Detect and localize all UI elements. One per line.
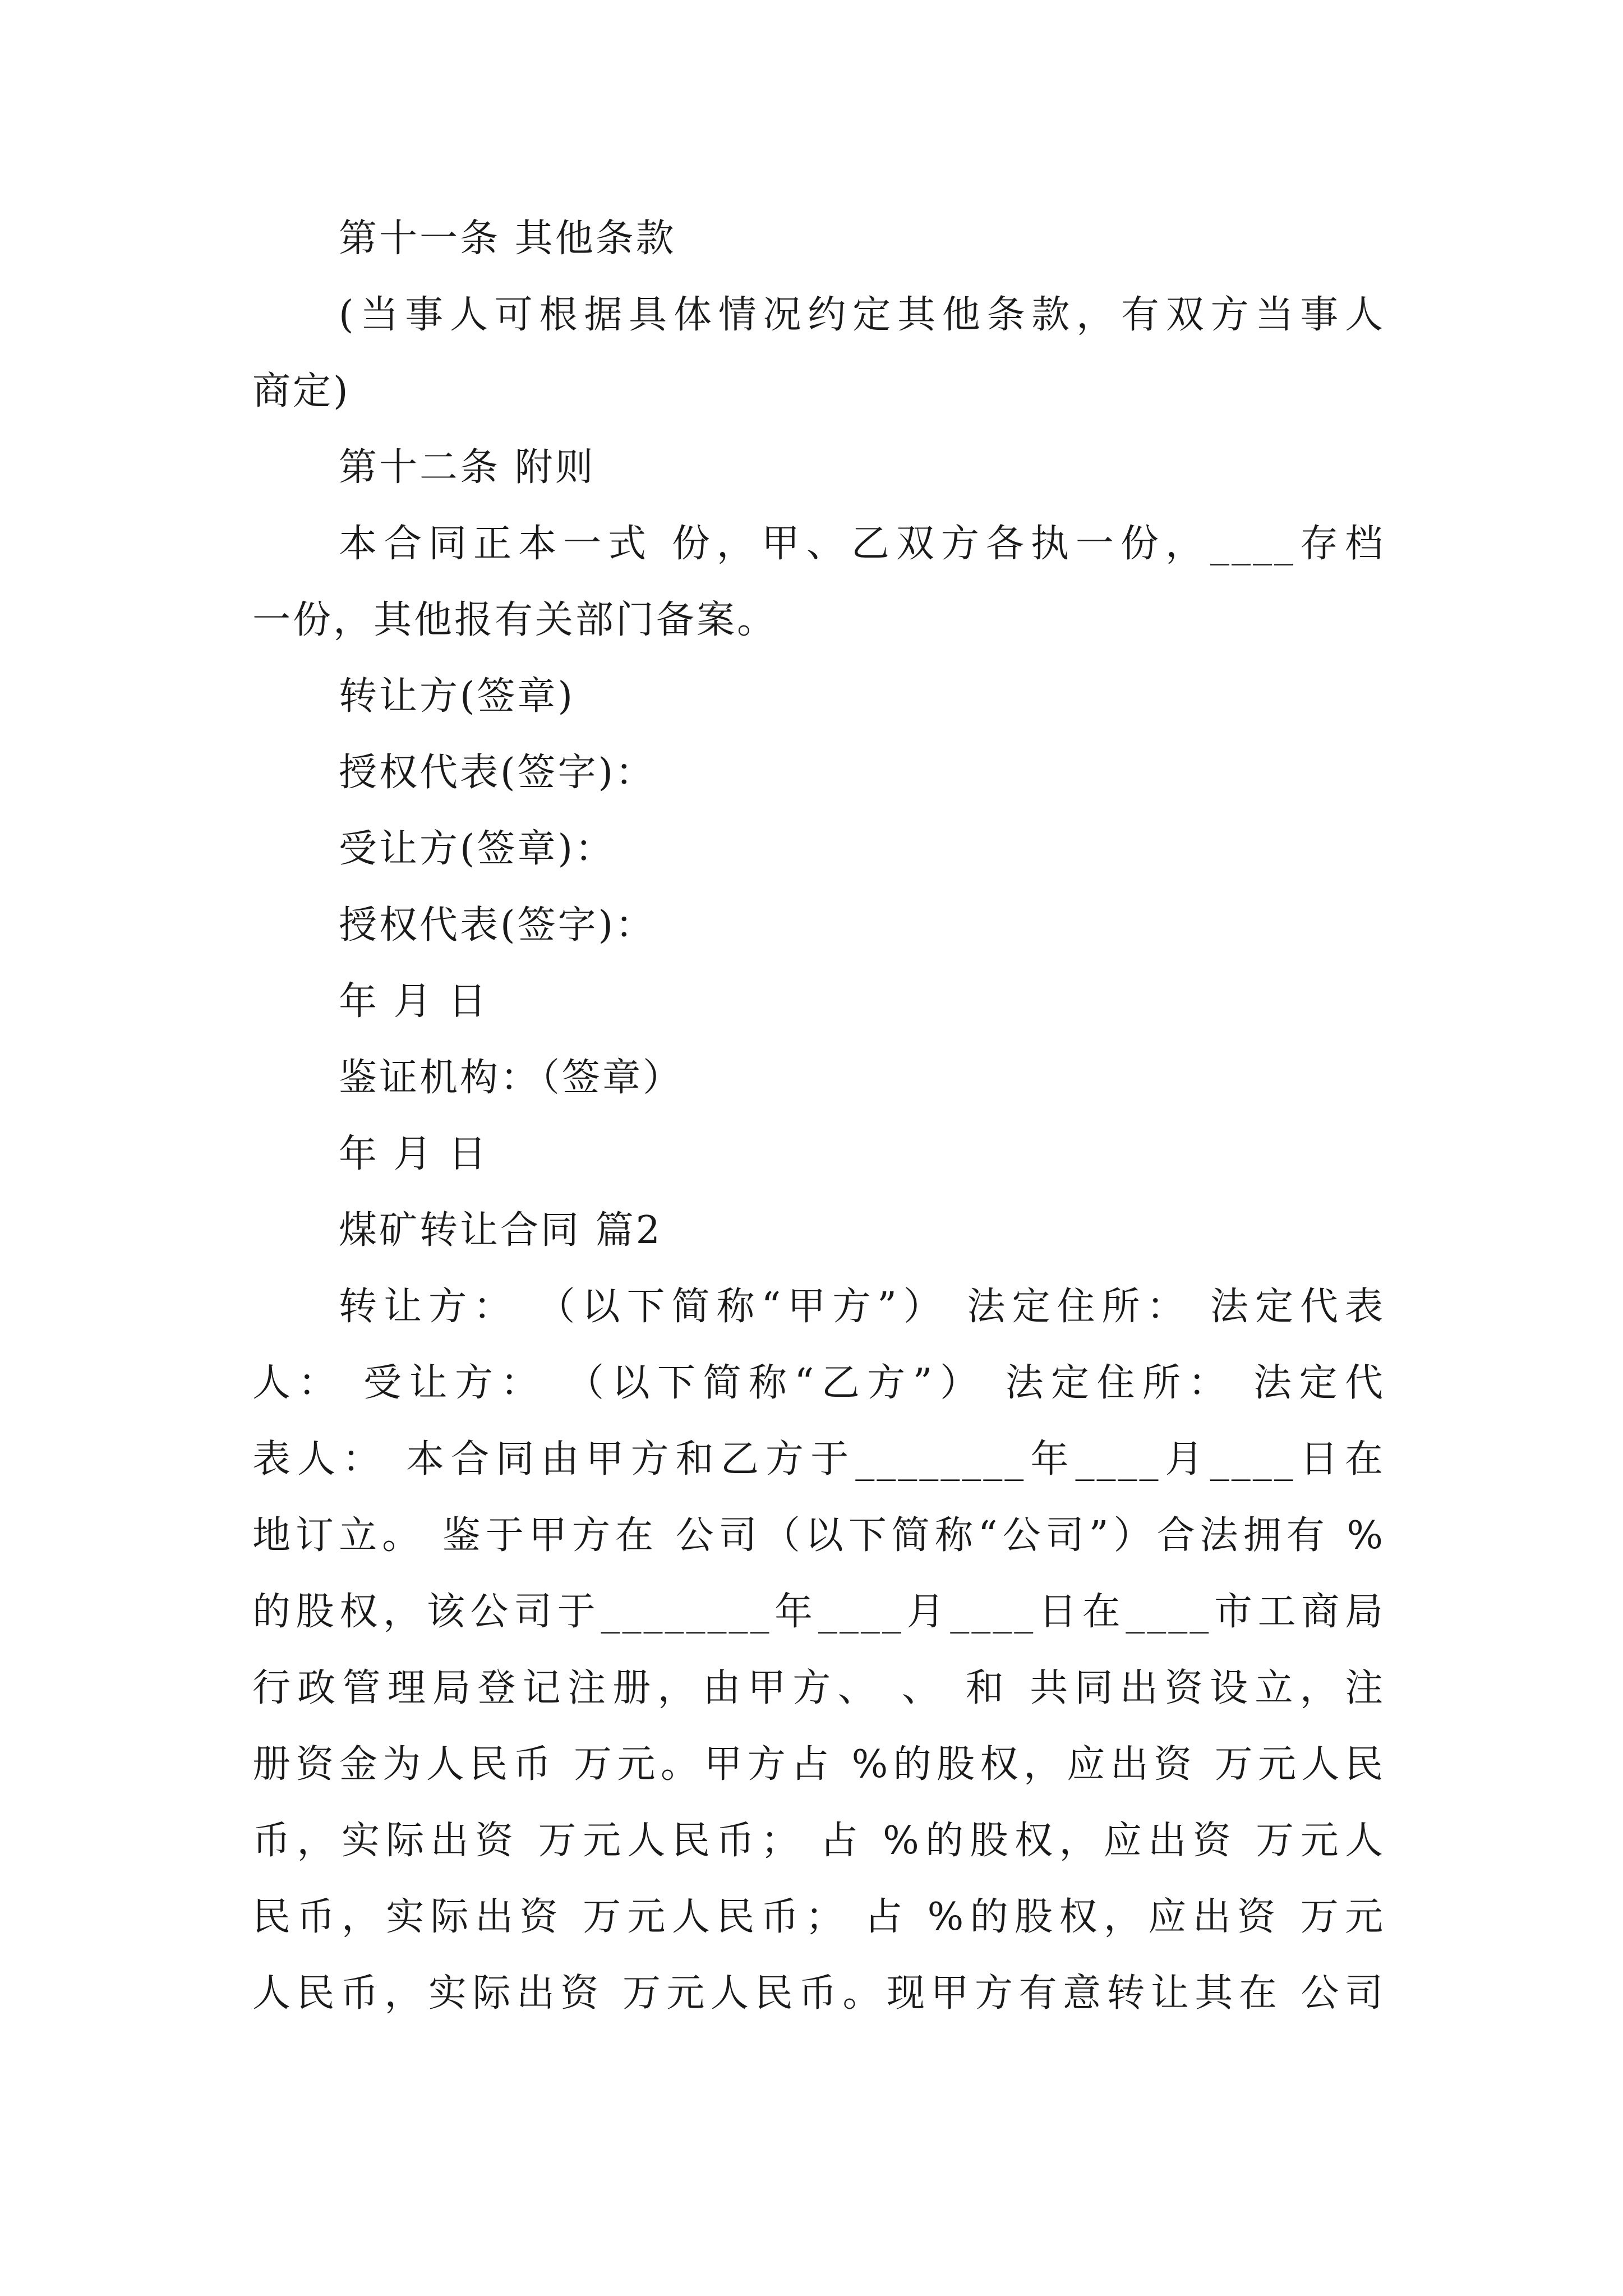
article-12-heading: 第十二条 附则 (339, 445, 596, 490)
paragraph-line: 币，实际出资 万元人民币； 占 %的股权，应出资 万元人 (252, 1819, 1385, 1863)
paragraph-line: 商定) (252, 369, 351, 413)
paragraph-line: 表人： 本合同由甲方和乙方于________年____月____日在 (252, 1437, 1385, 1481)
paragraph-line: (当事人可根据具体情况约定其他条款，有双方当事人 (339, 293, 1385, 337)
authorized-rep-signature-label: 授权代表(签字)： (339, 903, 656, 947)
transferee-signature-label: 受让方(签章)： (339, 827, 616, 871)
paragraph-line: 人民币，实际出资 万元人民币。现甲方有意转让其在 公司 (252, 1971, 1385, 2016)
date-line: 年 月 日 (339, 1132, 489, 1176)
paragraph-line: 转让方： （以下简称“甲方”） 法定住所： 法定代表 (339, 1285, 1385, 1329)
article-11-heading: 第十一条 其他条款 (339, 217, 676, 261)
paragraph-line: 册资金为人民币 万元。甲方占 %的股权，应出资 万元人民 (252, 1742, 1385, 1787)
paragraph-line: 的股权，该公司于________年____月____日在____市工商局 (252, 1590, 1385, 1634)
date-line: 年 月 日 (339, 979, 489, 1024)
transferor-signature-label: 转让方(签章) (339, 674, 575, 719)
paragraph-line: 行政管理局登记注册，由甲方、 、 和 共同出资设立，注 (252, 1666, 1385, 1710)
section-title: 煤矿转让合同 篇2 (339, 1208, 662, 1253)
paragraph-line: 民币，实际出资 万元人民币； 占 %的股权，应出资 万元 (252, 1895, 1385, 1939)
paragraph-line: 本合同正本一式 份，甲、乙双方各执一份，____存档 (339, 522, 1385, 566)
authorized-rep-signature-label: 授权代表(签字)： (339, 751, 656, 795)
paragraph-line: 人： 受让方： （以下简称“乙方”） 法定住所： 法定代 (252, 1361, 1385, 1405)
notary-signature-label: 鉴证机构：（签章） (339, 1056, 684, 1100)
paragraph-line: 地订立。 鉴于甲方在 公司（以下简称“公司”）合法拥有 % (252, 1513, 1385, 1558)
document-body (252, 201, 1385, 2032)
paragraph-line: 一份，其他报有关部门备案。 (252, 598, 778, 642)
